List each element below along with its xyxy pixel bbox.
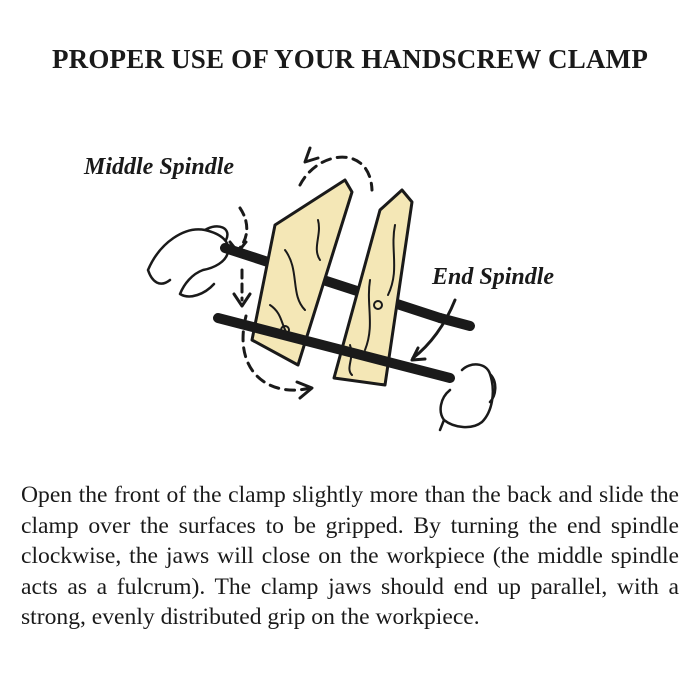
end-spindle-label: End Spindle bbox=[432, 264, 555, 290]
page-title: PROPER USE OF YOUR HANDSCREW CLAMP bbox=[51, 44, 649, 74]
rotation-arrowhead-top bbox=[305, 148, 318, 162]
middle-spindle-label: Middle Spindle bbox=[84, 154, 235, 180]
instructions-paragraph: Open the front of the clamp slightly more than the back and slide the clamp over the surfaces to be gripped. By turning the end spindle clockwise, the jaws will close on the workpiece (the middle spindle acts as a fulcrum). The clamp jaws should end up parallel, with a strong, evenly distributed grip on the workpiece. bbox=[21, 482, 679, 630]
left-hand bbox=[148, 226, 228, 296]
handscrew-clamp-illustration bbox=[0, 130, 700, 460]
